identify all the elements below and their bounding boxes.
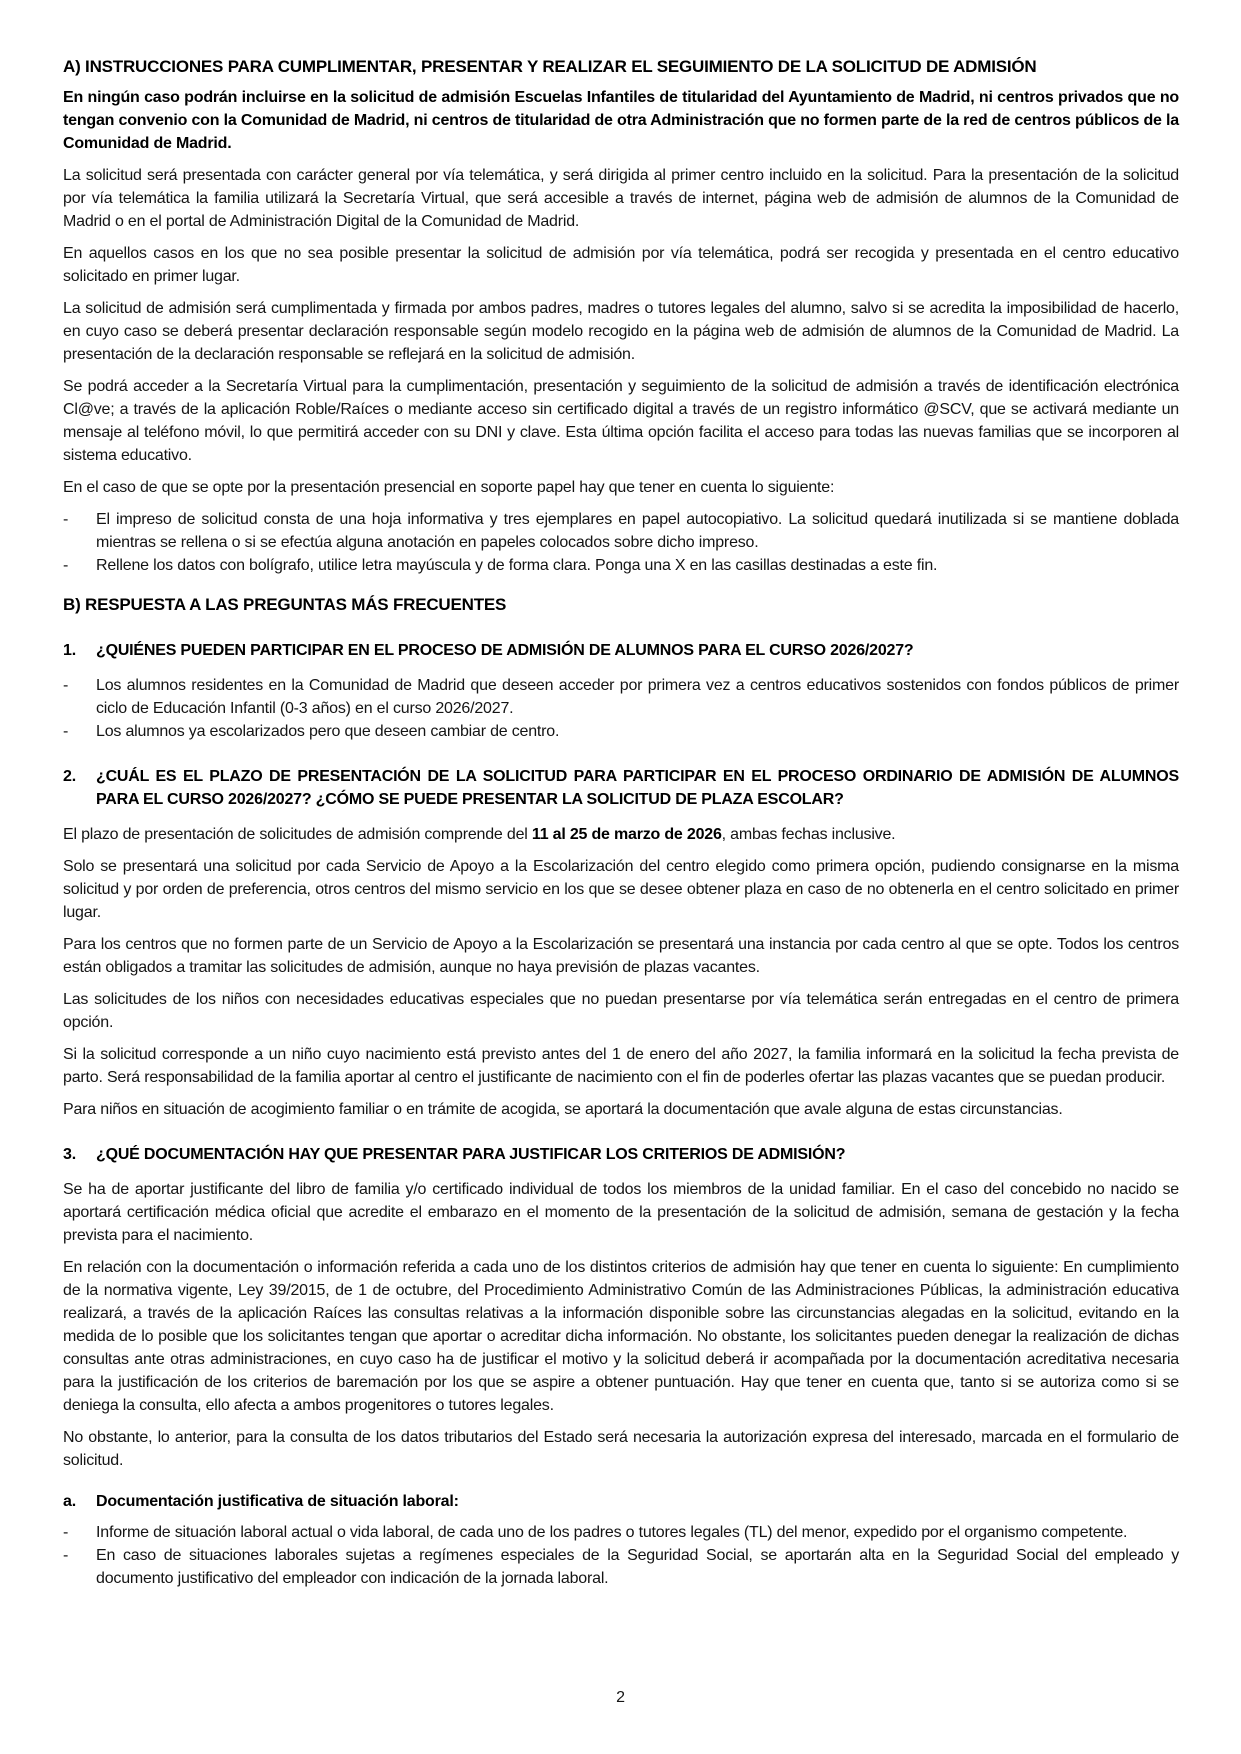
paragraph: En aquellos casos en los que no sea posible presentar la solicitud de admisión por vía telemática, podrá ser recogida y presentada en el centro educativo solicitado en primer lugar.	[63, 245, 1179, 285]
question-title: ¿QUIÉNES PUEDEN PARTICIPAR EN EL PROCESO DE ADMISIÓN DE ALUMNOS PARA EL CURSO 2026/2027?	[96, 642, 914, 659]
list-item-text: En caso de situaciones laborales sujetas a regímenes especiales de la Seguridad Social, se aportarán alta en la Seguridad Social del empleado y documento justificativo del empleador con indicación de la jornada laboral.	[96, 1547, 1179, 1587]
page-number: 2	[616, 1689, 625, 1706]
question-title: ¿QUÉ DOCUMENTACIÓN HAY QUE PRESENTAR PARA JUSTIFICAR LOS CRITERIOS DE ADMISIÓN?	[96, 1146, 846, 1163]
subsection-letter: a.	[63, 1493, 76, 1510]
bullet-list	[63, 1521, 1179, 1590]
text-run: , ambas fechas inclusive.	[721, 826, 896, 843]
paragraph: La solicitud de admisión será cumplimentada y firmada por ambos padres, madres o tutores legales del alumno, salvo si se acredita la imposibilidad de hacerlo, en cuyo caso se deberá presentar declaración responsable según modelo recogido en la página web de admisión de alumnos de la Comunidad de Madrid. La presentación de la declaración responsable se reflejará en la solicitud de admisión.	[63, 300, 1179, 363]
question-title: ¿CUÁL ES EL PLAZO DE PRESENTACIÓN DE LA SOLICITUD PARA PARTICIPAR EN EL PROCESO ORDINARIO DE ADMISIÓN DE ALUMNOS PARA EL CURSO 2026/2027? ¿CÓMO SE PUEDE PRESENTAR LA SOLICITUD DE PLAZA ESCOLAR?	[96, 768, 1179, 808]
list-item	[63, 1544, 1179, 1590]
list-item	[63, 1521, 1179, 1544]
dash-marker: -	[63, 1547, 69, 1564]
list-item-text: Rellene los datos con bolígrafo, utilice letra mayúscula y de forma clara. Ponga una X en las casillas destinadas a este fin.	[96, 557, 938, 574]
dash-marker: -	[63, 723, 69, 740]
paragraph: Se podrá acceder a la Secretaría Virtual para la cumplimentación, presentación y seguimiento de la solicitud de admisión a través de identificación electrónica Cl@ve; a través de la aplicación Roble/Raíces o mediante acceso sin certificado digital a través de un registro informático @SCV, que se activará mediante un mensaje al teléfono móvil, lo que permitirá acceder con su DNI y clave. Esta última opción facilita el acceso para todas las nuevas familias que se incorporen al sistema educativo.	[63, 378, 1179, 464]
question-number: 1.	[63, 642, 76, 659]
paragraph: Para los centros que no formen parte de un Servicio de Apoyo a la Escolarización se presentará una instancia por cada centro al que se opte. Todos los centros están obligados a tramitar las solicitudes de admisión, aunque no haya previsión de plazas vacantes.	[63, 936, 1179, 976]
paragraph: En relación con la documentación o información referida a cada uno de los distintos criterios de admisión hay que tener en cuenta lo siguiente: En cumplimiento de la normativa vigente, Ley 39/2015, de 1 de octubre, del Procedimiento Administrativo Común de las Administraciones Públicas, la administración educativa realizará, a través de la aplicación Raíces las consultas relativas a la información disponible sobre las circunstancias alegadas en la solicitud, evitando en la medida de lo posible que los solicitantes tengan que aportar o acreditar dicha información. No obstante, los solicitantes pueden denegar la realización de dichas consultas ante otras administraciones, en cuyo caso ha de justificar el motivo y la solicitud deberá ir acompañada por la documentación acreditativa necesaria para la justificación de los criterios de baremación por los que se aspire a obtener puntuación. Hay que tener en cuenta que, tanto si se autoriza como si se deniega la consulta, ello afecta a ambos progenitores o tutores legales.	[63, 1259, 1179, 1414]
paragraph: Para niños en situación de acogimiento familiar o en trámite de acogida, se aportará la documentación que avale alguna de estas circunstancias.	[63, 1101, 1063, 1118]
question-number: 3.	[63, 1146, 76, 1163]
dash-marker: -	[63, 677, 69, 694]
question-1	[63, 639, 1179, 743]
paragraph-with-date	[63, 823, 1179, 846]
subsection-a-heading	[63, 1490, 1179, 1513]
paragraph: En el caso de que se opte por la presentación presencial en soporte papel hay que tener en cuenta lo siguiente:	[63, 479, 835, 496]
deadline-date-bold: 11 al 25 de marzo de 2026	[531, 826, 722, 843]
lead-paragraph: En ningún caso podrán incluirse en la solicitud de admisión Escuelas Infantiles de titularidad del Ayuntamiento de Madrid, ni centros privados que no tengan convenio con la Comunidad de Madrid, ni centros de titularidad de otra Administración que no formen parte de la red de centros públicos de la Comunidad de Madrid.	[63, 89, 1179, 152]
question-3	[63, 1143, 1179, 1472]
paragraph: No obstante, lo anterior, para la consulta de los datos tributarios del Estado será necesaria la autorización expresa del interesado, marcada en el formulario de solicitud.	[63, 1429, 1179, 1469]
subsection-title: Documentación justificativa de situación laboral:	[96, 1493, 459, 1510]
section-b-heading: B) RESPUESTA A LAS PREGUNTAS MÁS FRECUENTES	[63, 595, 507, 614]
bullet-list	[63, 674, 1179, 743]
paragraph: Si la solicitud corresponde a un niño cuyo nacimiento está previsto antes del 1 de enero del año 2027, la familia informará en la solicitud la fecha prevista de parto. Será responsabilidad de la familia aportar al centro el justificante de nacimiento con el fin de poderles ofertar las plazas vacantes que se puedan producir.	[63, 1046, 1179, 1086]
dash-marker: -	[63, 1524, 69, 1541]
question-2-heading	[63, 765, 1179, 811]
question-number: 2.	[63, 768, 76, 785]
paragraph: Se ha de aportar justificante del libro de familia y/o certificado individual de todos los miembros de la unidad familiar. En el caso del concebido no nacido se aportará certificación médica oficial que acredite el embarazo en el momento de la presentación de la solicitud de admisión, semana de gestación y la fecha prevista para el nacimiento.	[63, 1181, 1179, 1244]
dash-marker: -	[63, 557, 69, 574]
paragraph: La solicitud será presentada con carácter general por vía telemática, y será dirigida al primer centro incluido en la solicitud. Para la presentación de la solicitud por vía telemática la familia utilizará la Secretaría Virtual, que será accesible a través de internet, página web de admisión de alumnos de la Comunidad de Madrid o en el portal de Administración Digital de la Comunidad de Madrid.	[63, 167, 1179, 230]
list-item	[63, 674, 1179, 720]
list-item-text: El impreso de solicitud consta de una hoja informativa y tres ejemplares en papel autocopiativo. La solicitud quedará inutilizada si se mantiene doblada mientras se rellena o si se efectúa alguna anotación en papeles colocados sobre dicho impreso.	[96, 511, 1179, 551]
list-item	[63, 720, 1179, 743]
question-2	[63, 765, 1179, 1121]
list-item-text: Los alumnos ya escolarizados pero que deseen cambiar de centro.	[96, 723, 560, 740]
paragraph: Las solicitudes de los niños con necesidades educativas especiales que no puedan presentarse por vía telemática serán entregadas en el centro de primera opción.	[63, 991, 1179, 1031]
question-1-heading	[63, 639, 1179, 662]
bullet-list	[63, 508, 1179, 577]
dash-marker: -	[63, 511, 69, 528]
list-item-text: Los alumnos residentes en la Comunidad de Madrid que deseen acceder por primera vez a centros educativos sostenidos con fondos públicos de primer ciclo de Educación Infantil (0-3 años) en el curso 2026/2027.	[96, 677, 1179, 717]
list-item	[63, 554, 1179, 577]
section-a-heading: A) INSTRUCCIONES PARA CUMPLIMENTAR, PRESENTAR Y REALIZAR EL SEGUIMIENTO DE LA SOLICITUD DE ADMISIÓN	[63, 57, 1037, 76]
list-item	[63, 508, 1179, 554]
text-run: El plazo de presentación de solicitudes de admisión comprende del	[63, 826, 532, 843]
paragraph: Solo se presentará una solicitud por cada Servicio de Apoyo a la Escolarización del centro elegido como primera opción, pudiendo consignarse en la misma solicitud y por orden de preferencia, otros centros del mismo servicio en los que se desee obtener plaza en caso de no obtenerla en el centro solicitado en primer lugar.	[63, 858, 1179, 921]
list-item-text: Informe de situación laboral actual o vida laboral, de cada uno de los padres o tutores legales (TL) del menor, expedido por el organismo competente.	[96, 1524, 1128, 1541]
question-3-heading	[63, 1143, 1179, 1166]
